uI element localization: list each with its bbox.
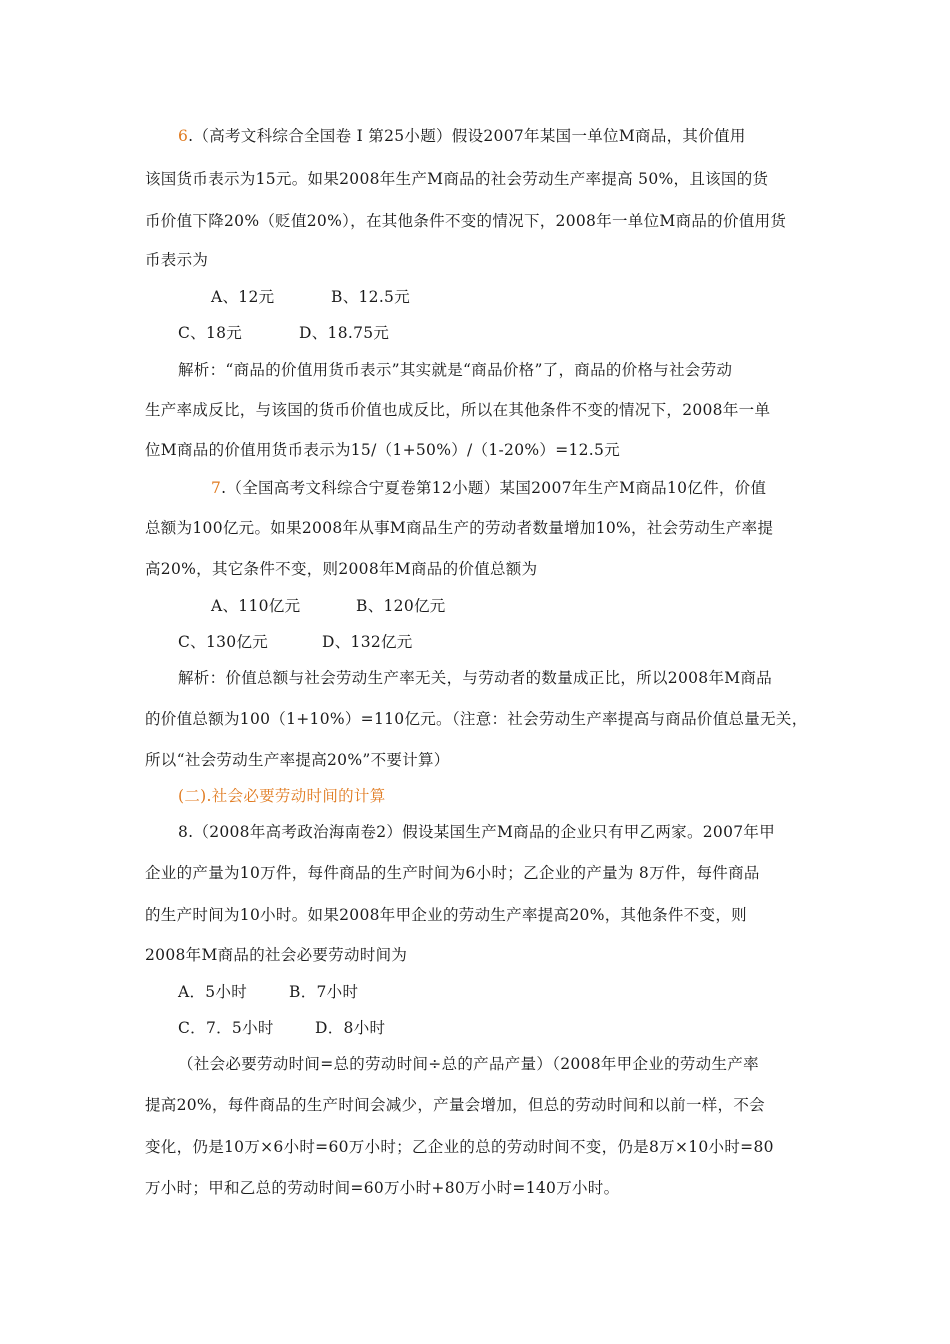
q8-option-d: D．8小时 [315,1019,386,1037]
section-heading: (二).社会必要劳动时间的计算 [178,787,386,805]
q8-line-1: 8.（2008年高考政治海南卷2）假设某国生产M商品的企业只有甲乙两家。2007年甲 [178,823,776,841]
q6-option-d: D、18.75元 [299,324,390,342]
q7-option-b: B、120亿元 [356,597,446,615]
q8-analysis-2: 提高20%，每件商品的生产时间会减少，产量会增加，但总的劳动时间和以前一样，不会 [145,1096,765,1114]
q8-option-a: A．5小时 [178,983,248,1001]
q6-line-4: 币表示为 [145,251,209,269]
q8-option-b: B．7小时 [289,983,359,1001]
q8-line-4: 2008年M商品的社会必要劳动时间为 [145,946,408,964]
q7-analysis-2: 的价值总额为100（1+10%）=110亿元。（注意：社会劳动生产率提高与商品价值总量无关， [145,710,808,728]
q6-option-b: B、12.5元 [331,288,411,306]
q6-line-1: 6.（高考文科综合全国卷 I 第25小题）假设2007年某国一单位M商品，其价值用 [178,127,746,145]
q7-line-1: 7.（全国高考文科综合宁夏卷第12小题）某国2007年生产M商品10亿件，价值 [211,479,767,497]
q8-line-3: 的生产时间为10小时。如果2008年甲企业的劳动生产率提高20%，其他条件不变，则 [145,906,747,924]
q8-analysis-4: 万小时；甲和乙总的劳动时间=60万小时+80万小时=140万小时。 [145,1179,620,1197]
q8-line-2: 企业的产量为10万件，每件商品的生产时间为6小时；乙企业的产量为 8万件，每件商品 [145,864,760,882]
q7-analysis-3: 所以“社会劳动生产率提高20%”不要计算） [145,751,450,769]
q7-line-3: 高20%，其它条件不变，则2008年M商品的价值总额为 [145,560,538,578]
q7-analysis-1: 解析：价值总额与社会劳动生产率无关，与劳动者的数量成正比，所以2008年M商品 [178,669,773,687]
q6-line-2: 该国货币表示为15元。如果2008年生产M商品的社会劳动生产率提高 50%，且该国的货 [145,170,769,188]
q7-option-d: D、132亿元 [322,633,413,651]
q6-analysis-2: 生产率成反比，与该国的货币价值也成反比，所以在其他条件不变的情况下，2008年一单 [145,401,771,419]
q7-option-a: A、110亿元 [211,597,301,615]
q6-analysis-1: 解析：“商品的价值用货币表示”其实就是“商品价格”了，商品的价格与社会劳动 [178,361,733,379]
q7-line-2: 总额为100亿元。如果2008年从事M商品生产的劳动者数量增加10%，社会劳动生产率提 [145,519,774,537]
q6-analysis-3: 位M商品的价值用货币表示为15/（1+50%）/（1-20%）=12.5元 [145,441,620,459]
q6-line-3: 币价值下降20%（贬值20%），在其他条件不变的情况下，2008年一单位M商品的价值用货 [145,212,787,230]
q8-analysis-1: （社会必要劳动时间=总的劳动时间÷总的产品产量）（2008年甲企业的劳动生产率 [178,1055,759,1073]
q6-option-c: C、18元 [178,324,243,342]
q7-option-c: C、130亿元 [178,633,269,651]
q8-analysis-3: 变化，仍是10万×6小时=60万小时；乙企业的总的劳动时间不变，仍是8万×10小时=80 [145,1138,774,1156]
q8-option-c: C．7．5小时 [178,1019,274,1037]
q7-number: 7 [211,479,222,497]
q6-option-a: A、12元 [211,288,275,306]
q6-number: 6 [178,127,189,145]
